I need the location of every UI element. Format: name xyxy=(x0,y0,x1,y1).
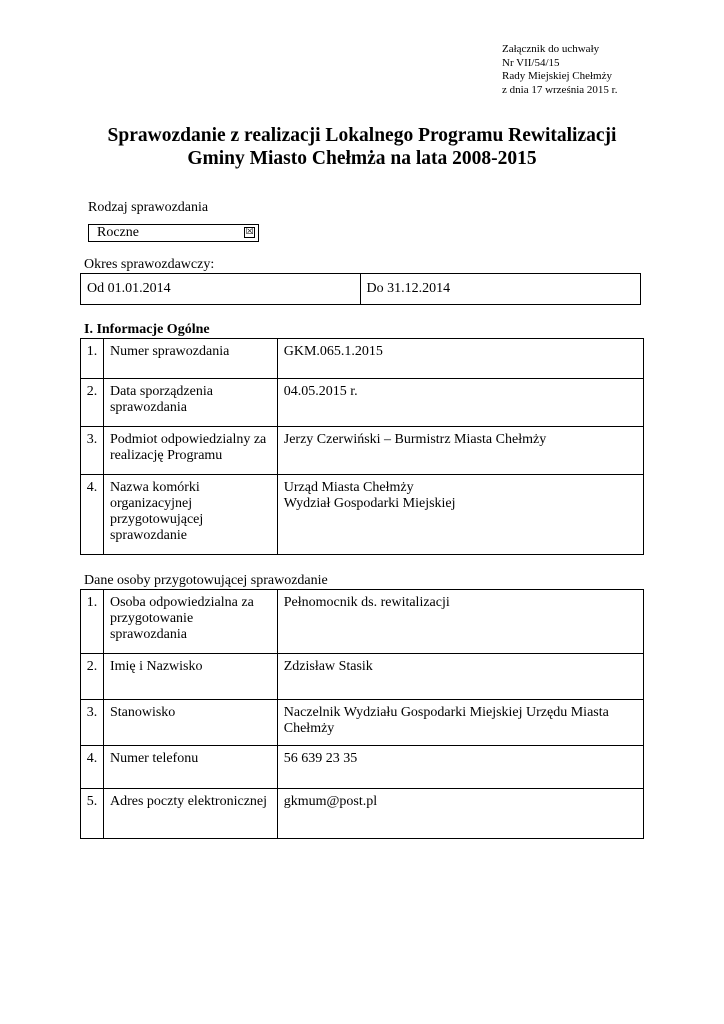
table-row xyxy=(81,590,644,654)
annex-line: Rady Miejskiej Chełmży xyxy=(502,70,612,82)
row-number: 4. xyxy=(81,475,104,555)
report-type-label: Rodzaj sprawozdania xyxy=(88,200,209,215)
value-line: Urząd Miasta Chełmży xyxy=(283,480,414,495)
period-to: Do 31.12.2014 xyxy=(360,274,641,305)
row-label: Data sporządzenia sprawozdania xyxy=(103,379,277,427)
row-value: GKM.065.1.2015 xyxy=(277,339,643,379)
row-label: Podmiot odpowiedzialny za realizację Programu xyxy=(103,427,277,475)
table-row xyxy=(81,789,644,839)
report-type-value: Roczne xyxy=(97,225,139,240)
period-from: Od 01.01.2014 xyxy=(81,274,361,305)
table-row xyxy=(81,746,644,789)
row-value: 56 639 23 35 xyxy=(277,746,643,789)
row-number: 3. xyxy=(81,700,104,746)
period-label: Okres sprawozdawczy: xyxy=(84,257,215,272)
preparer-table xyxy=(80,589,644,839)
row-value: Naczelnik Wydziału Gospodarki Miejskiej Urzędu Miasta Chełmży xyxy=(277,700,643,746)
table-row xyxy=(81,427,644,475)
row-label: Numer sprawozdania xyxy=(103,339,277,379)
annex-line: Nr VII/54/15 xyxy=(502,56,560,69)
row-value: Jerzy Czerwiński – Burmistrz Miasta Chełmży xyxy=(277,427,643,475)
annex-line: Załącznik do uchwały xyxy=(502,43,600,55)
table-row xyxy=(81,654,644,700)
section-heading-general: I. Informacje Ogólne xyxy=(84,322,210,337)
row-number: 3. xyxy=(81,427,104,475)
table-row xyxy=(81,475,644,555)
title-line: Gminy Miasto Chełmża na lata 2008-2015 xyxy=(187,148,537,169)
report-type-select[interactable] xyxy=(88,224,259,242)
value-line: Wydział Gospodarki Miejskiej xyxy=(283,496,456,511)
row-label: Numer telefonu xyxy=(103,746,277,789)
row-label: Osoba odpowiedzialna za przygotowanie sprawozdania xyxy=(103,590,277,654)
row-number: 1. xyxy=(81,339,104,379)
row-value: gkmum@post.pl xyxy=(277,789,643,839)
row-label: Adres poczty elektronicznej xyxy=(103,789,277,839)
annex-note xyxy=(502,43,617,97)
row-number: 4. xyxy=(81,746,104,789)
general-info-table xyxy=(80,338,644,555)
row-number: 2. xyxy=(81,654,104,700)
row-label: Nazwa komórki organizacyjnej przygotowującej sprawozdanie xyxy=(103,475,277,555)
row-label: Imię i Nazwisko xyxy=(103,654,277,700)
table-row xyxy=(81,700,644,746)
section-heading-preparer: Dane osoby przygotowującej sprawozdanie xyxy=(84,573,328,588)
row-value: Pełnomocnik ds. rewitalizacji xyxy=(277,590,643,654)
document-title xyxy=(0,124,724,170)
row-value: 04.05.2015 r. xyxy=(277,379,643,427)
row-number: 1. xyxy=(81,590,104,654)
row-number: 2. xyxy=(81,379,104,427)
table-row xyxy=(81,339,644,379)
annex-line: z dnia 17 września 2015 r. xyxy=(502,83,618,96)
row-number: 5. xyxy=(81,789,104,839)
period-table xyxy=(80,273,641,305)
row-label: Stanowisko xyxy=(103,700,277,746)
row-value xyxy=(277,475,643,555)
title-line: Sprawozdanie z realizacji Lokalnego Programu Rewitalizacji xyxy=(107,125,617,146)
table-row xyxy=(81,379,644,427)
row-value: Zdzisław Stasik xyxy=(277,654,643,700)
checked-box-icon[interactable]: ☒ xyxy=(245,227,254,237)
